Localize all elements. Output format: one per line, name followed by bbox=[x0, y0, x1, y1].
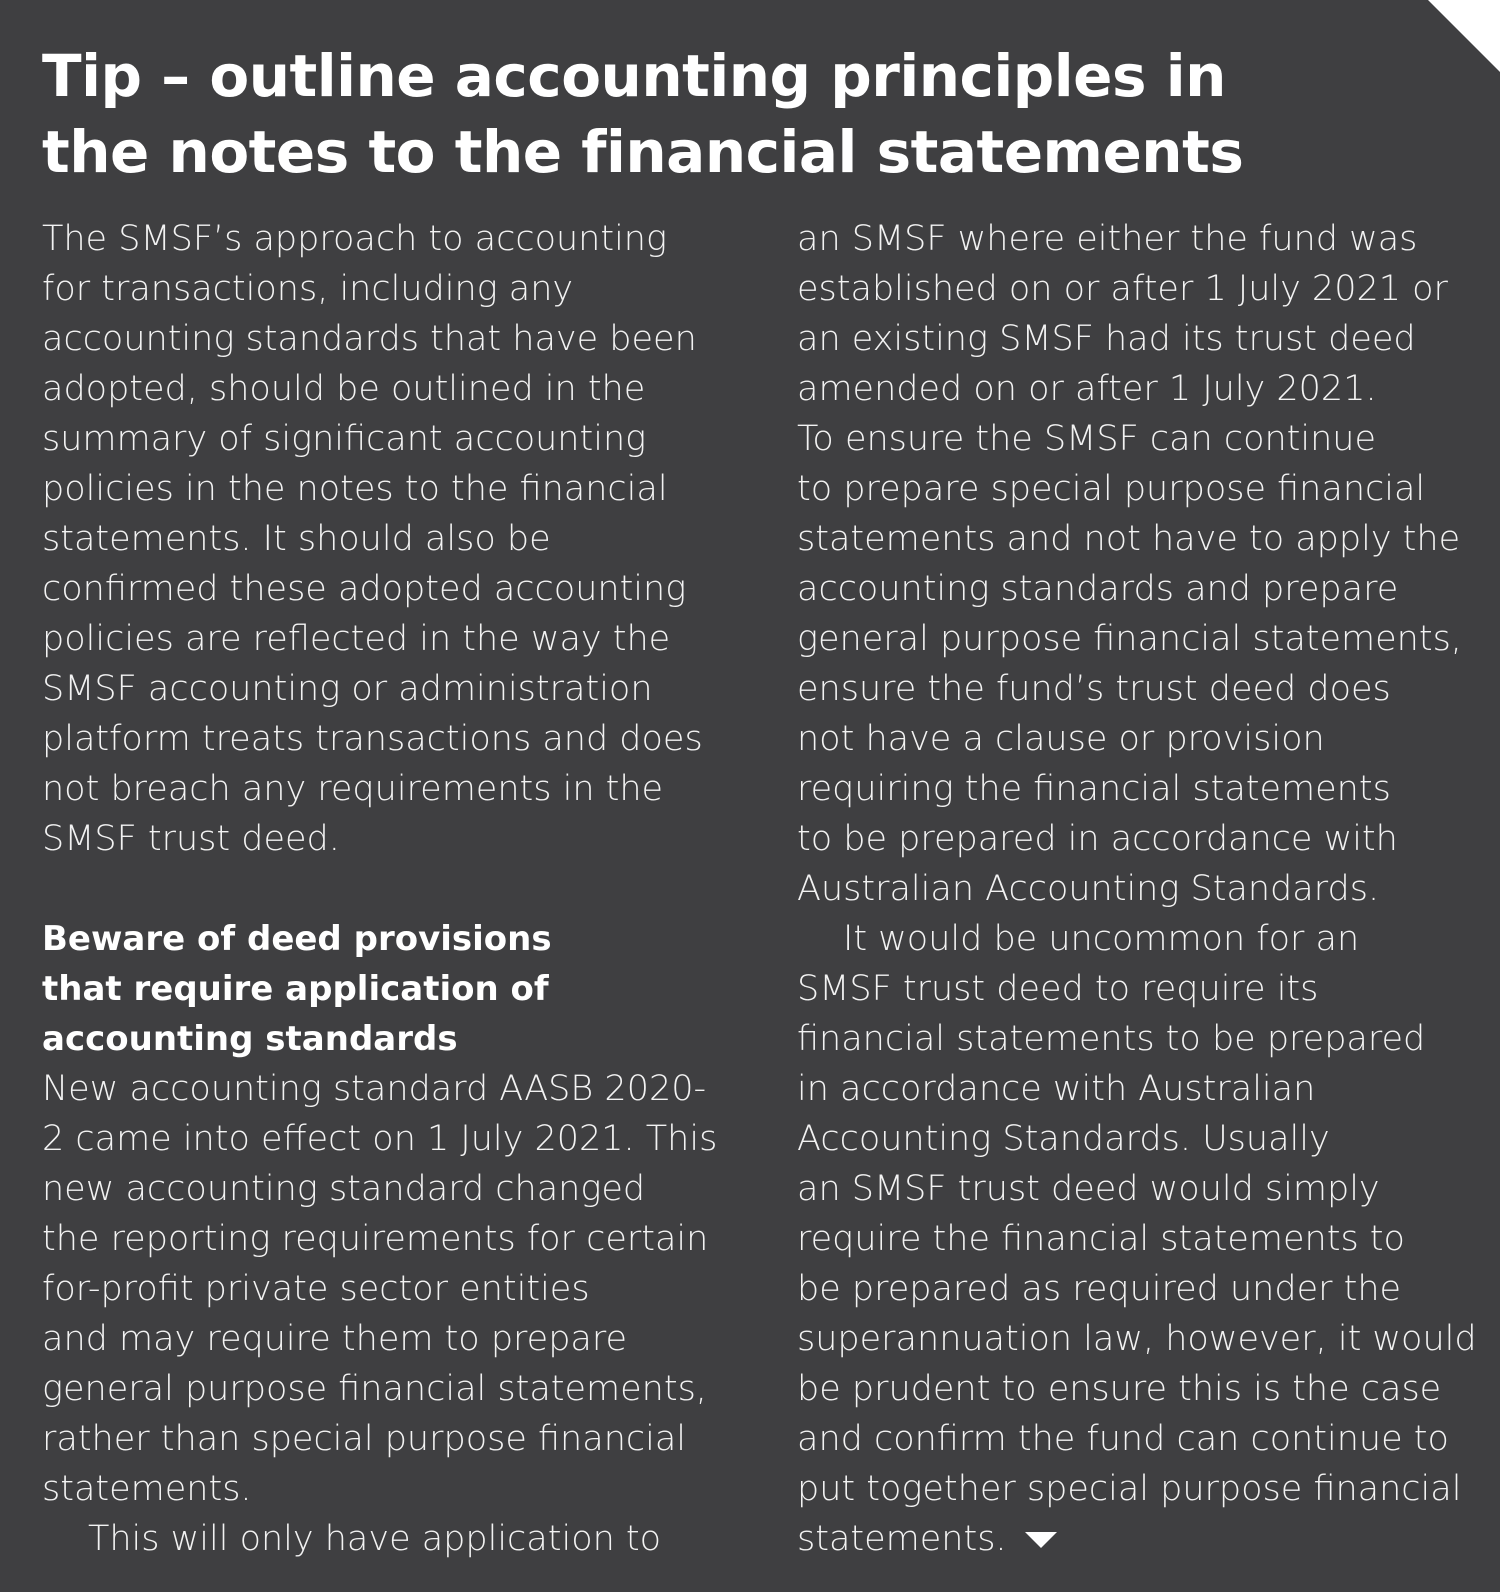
text-line: for transactions, including any bbox=[42, 269, 574, 309]
text-line: not breach any requirements in the bbox=[42, 769, 664, 809]
text-line: and confirm the fund can continue to bbox=[797, 1419, 1449, 1459]
text-line: established on or after 1 July 2021 or bbox=[797, 269, 1448, 309]
text-line: It would be uncommon for an bbox=[843, 919, 1360, 959]
text-line: general purpose financial statements, bbox=[42, 1369, 707, 1409]
text-line: adopted, should be outlined in the bbox=[42, 369, 646, 409]
text-line: summary of significant accounting bbox=[42, 419, 647, 459]
text-line: an SMSF where either the fund was bbox=[797, 219, 1418, 259]
text-line: policies in the notes to the financial bbox=[42, 469, 668, 509]
text-line: statements and not have to apply the bbox=[797, 519, 1461, 559]
text-line: requiring the financial statements bbox=[797, 769, 1391, 809]
text-line: new accounting standard changed bbox=[42, 1169, 646, 1209]
article-title bbox=[42, 38, 1442, 190]
text-line: to prepare special purpose financial bbox=[797, 469, 1426, 509]
text-line: rather than special purpose financial bbox=[42, 1419, 687, 1459]
text-line: put together special purpose financial bbox=[797, 1469, 1462, 1509]
left-column bbox=[42, 214, 742, 1564]
text-line: Australian Accounting Standards. bbox=[797, 869, 1380, 909]
text-line: the reporting requirements for certain bbox=[42, 1219, 709, 1259]
subheading-line: accounting standards bbox=[42, 1019, 458, 1059]
text-line: 2 came into effect on 1 July 2021. This bbox=[42, 1119, 718, 1159]
paragraph-2 bbox=[42, 1064, 742, 1514]
paragraph-spacer bbox=[42, 864, 742, 914]
paragraph-4 bbox=[797, 914, 1497, 1564]
section-subheading bbox=[42, 914, 742, 1064]
text-line: Accounting Standards. Usually bbox=[797, 1119, 1330, 1159]
last-text-line bbox=[797, 1514, 1497, 1564]
text-line: and may require them to prepare bbox=[42, 1319, 628, 1359]
text-line: SMSF trust deed. bbox=[42, 819, 340, 859]
paragraph-1 bbox=[42, 214, 742, 864]
title-line-2: the notes to the financial statements bbox=[42, 118, 1244, 186]
text-line: require the financial statements to bbox=[797, 1219, 1405, 1259]
right-column bbox=[797, 214, 1497, 1564]
paragraph-3-start: This will only have application to bbox=[88, 1519, 662, 1559]
text-line: confirmed these adopted accounting bbox=[42, 569, 687, 609]
subheading-line: Beware of deed provisions bbox=[42, 919, 552, 959]
text-line: SMSF trust deed to require its bbox=[797, 969, 1319, 1009]
text-line: financial statements to be prepared bbox=[797, 1019, 1426, 1059]
text-line: statements. bbox=[42, 1469, 252, 1509]
text-line: To ensure the SMSF can continue bbox=[797, 419, 1377, 459]
subheading-line: that require application of bbox=[42, 969, 549, 1009]
text-line: ensure the fund’s trust deed does bbox=[797, 669, 1391, 709]
text-line: superannuation law, however, it would bbox=[797, 1319, 1477, 1359]
text-line: be prudent to ensure this is the case bbox=[797, 1369, 1442, 1409]
text-line: for-profit private sector entities bbox=[42, 1269, 590, 1309]
text-line: in accordance with Australian bbox=[797, 1069, 1316, 1109]
text-line: amended on or after 1 July 2021. bbox=[797, 369, 1377, 409]
text-line: statements. It should also be bbox=[42, 519, 551, 559]
paragraph-3-continued bbox=[797, 214, 1497, 914]
text-line-content: statements. bbox=[797, 1519, 1007, 1559]
text-line: an existing SMSF had its trust deed bbox=[797, 319, 1416, 359]
text-line: to be prepared in accordance with bbox=[797, 819, 1398, 859]
text-line: The SMSF’s approach to accounting bbox=[42, 219, 667, 259]
down-triangle-icon bbox=[1025, 1532, 1057, 1548]
text-line: New accounting standard AASB 2020- bbox=[42, 1069, 707, 1109]
text-line: accounting standards that have been bbox=[42, 319, 697, 359]
text-line: an SMSF trust deed would simply bbox=[797, 1169, 1380, 1209]
text-line: be prepared as required under the bbox=[797, 1269, 1402, 1309]
text-line: accounting standards and prepare bbox=[797, 569, 1399, 609]
text-line: platform treats transactions and does bbox=[42, 719, 703, 759]
text-line: SMSF accounting or administration bbox=[42, 669, 653, 709]
text-line: general purpose financial statements, bbox=[797, 619, 1462, 659]
title-line-1: Tip – outline accounting principles in bbox=[42, 42, 1226, 110]
text-line: not have a clause or provision bbox=[797, 719, 1325, 759]
text-line: policies are reflected in the way the bbox=[42, 619, 671, 659]
